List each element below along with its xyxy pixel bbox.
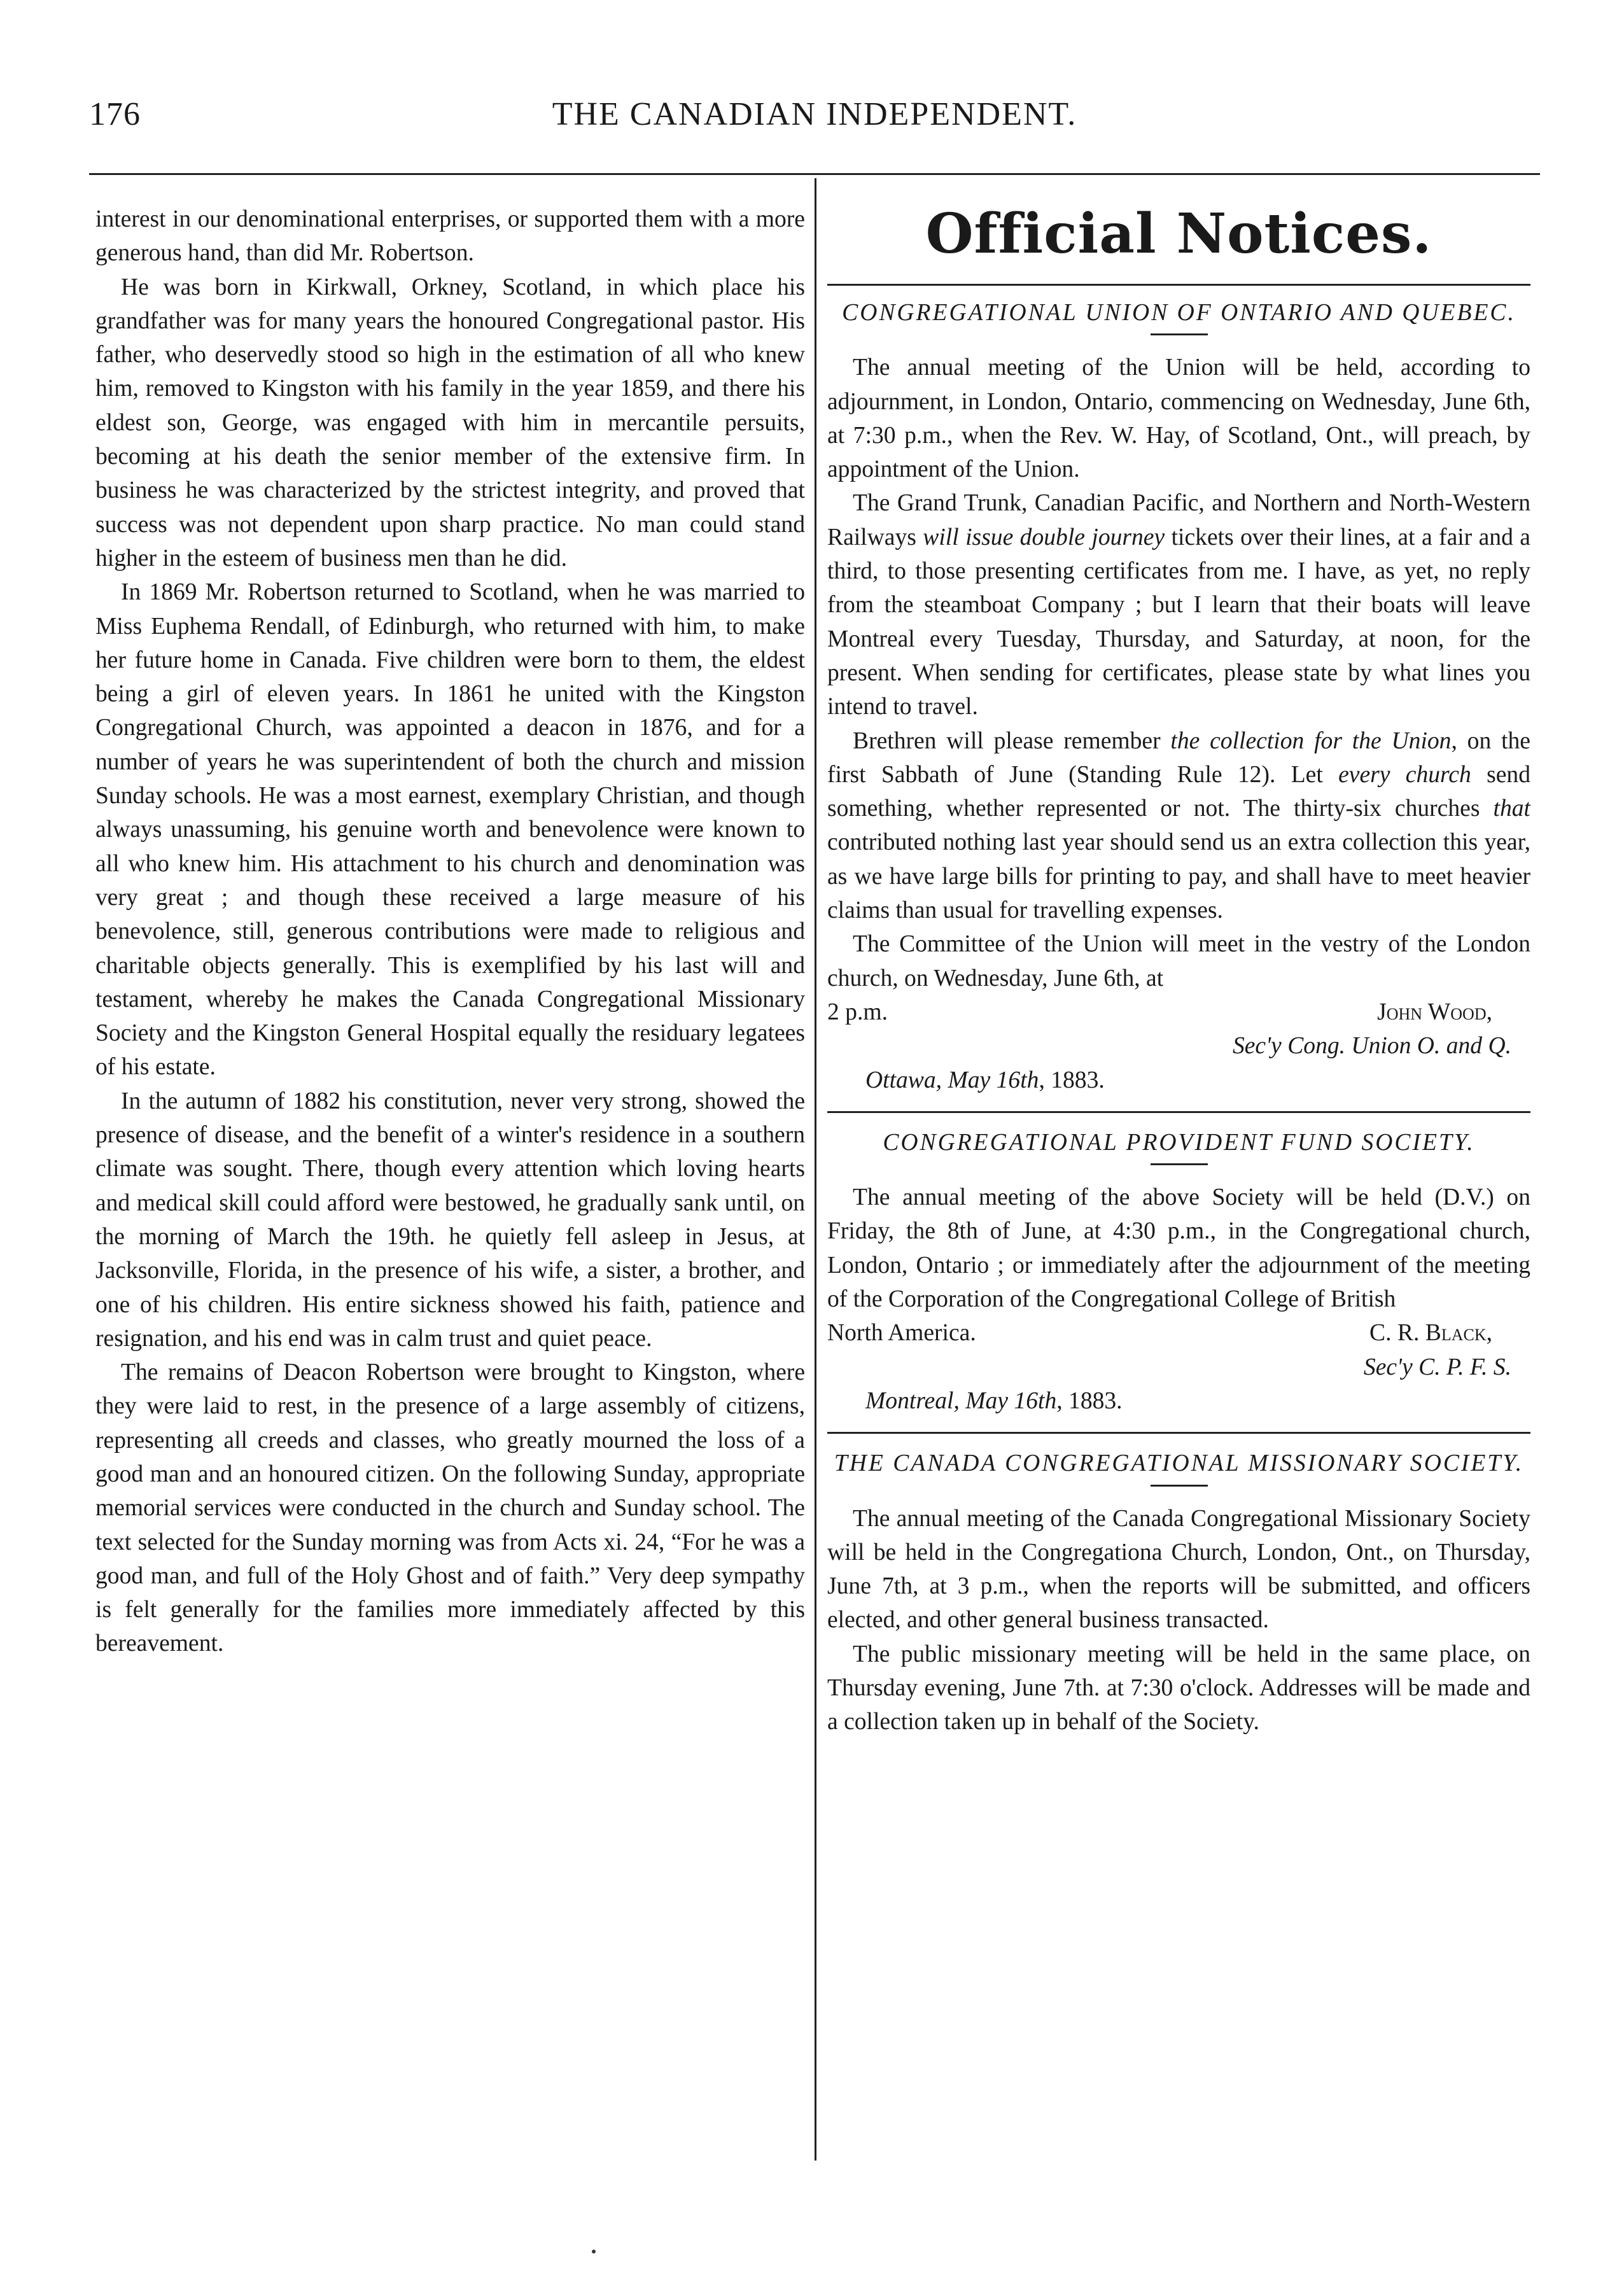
header-rule <box>89 173 1540 175</box>
signature: John Wood, <box>1377 998 1492 1025</box>
text-run: Brethren will please remember <box>853 727 1171 754</box>
signature-row <box>827 995 1530 1029</box>
paragraph: In the autumn of 1882 his constitution, never very strong, showed the presence of disease, and the benefit of a winter's residence in a southern climate was sought. There, though every attention which loving hearts and medical skill could afford were bestowed, he gradually sank until, on the morning of March the 19th. he quietly fell asleep in Jesus, at Jacksonville, Florida, in the presence of his wife, a sister, a brother, and one of his children. His entire sickness showed his faith, patience and resignation, and his end was in calm trust and quiet peace. <box>95 1088 805 1352</box>
dateline-day: 16th <box>1014 1387 1057 1414</box>
dateline <box>827 1063 1530 1097</box>
page-number: 176 <box>89 96 141 132</box>
title-rule <box>827 284 1530 286</box>
text-run: , on the first Sabbath of June (Standing Rule 12). Let <box>827 727 1530 788</box>
short-rule <box>1151 1485 1208 1487</box>
text-run: tickets over their lines, at a fair and a third, to those presenting certificates from me. I have, as yet, no reply from the steamboat Company ; but I learn that their boats will leave Montreal every Tuesday, Thursday, and Saturday, at noon, for the present. When sending for certificates, please state by what lines you intend to travel. <box>827 524 1530 720</box>
column-divider <box>815 178 816 2161</box>
text-run: The Grand Trunk, Canadian Pacific, and Northern and North-Western Railways <box>827 490 1530 550</box>
notice-missionary-society <box>827 1447 1530 1739</box>
dateline-year: , 1883. <box>1056 1387 1123 1414</box>
paragraph-end: North America. <box>827 1320 976 1347</box>
italic-text: that <box>1493 795 1530 822</box>
paragraph: The annual meeting of the Union will be held, according to adjournment, in London, Ontario, commencing on Wednesday, June 6th, at 7:30 p.m., when the Rev. W. Hay, of Scotland, Ont., will preach, by appointment of the Union. <box>827 354 1530 483</box>
paragraph: The remains of Deacon Robertson were brought to Kingston, where they were laid to rest, in the presence of a large assembly of citizens, representing all creeds and classes, who greatly mourned the loss of a good man and an honoured citizen. On the following Sunday, appropriate memorial services were conducted in the church and Sunday school. The text selected for the Sunday morning was from Acts xi. 24, “For he was a good man, and full of the Holy Ghost and of faith.” Very deep sympathy is felt generally for the families more immediately affected by this bereavement. <box>95 1359 805 1657</box>
paragraph: The Committee of the Union will meet in the vestry of the London church, on Wednesday, June 6th, at <box>827 931 1530 991</box>
notice-provident-fund <box>827 1126 1530 1418</box>
left-column <box>95 202 805 2150</box>
text-run: contributed nothing last year should send us an extra collection this year, as we have large bills for printing to pay, and shall have to meet heavier claims than usual for travelling expenses. <box>827 829 1530 924</box>
paragraph: interest in our denominational enterprises, or supported them with a more generous hand, than did Mr. Robertson. <box>95 206 805 267</box>
signature: C. R. Black, <box>1369 1320 1492 1347</box>
paragraph <box>827 486 1530 724</box>
dateline <box>827 1384 1530 1418</box>
italic-text: will issue double journey <box>923 524 1165 550</box>
signature-title: Sec'y C. P. F. S. <box>1363 1354 1511 1380</box>
dateline-year: , 1883. <box>1039 1067 1105 1093</box>
paragraph: In 1869 Mr. Robertson returned to Scotland, when he was married to Miss Euphema Rendall, of Edinburgh, who returned with him, to make her future home in Canada. Five children were born to them, the eldest being a girl of eleven years. In 1861 he united with the Kingston Congregational Church, was appointed a deacon in 1876, and for a number of years he was superintendent of both the church and mission Sunday schools. He was a most earnest, exemplary Christian, and though always unassuming, his genuine worth and benevolence were known to all who knew him. His attachment to his church and denomination was very great ; and though these received a large measure of his benevolence, still, generous contributions were made to religious and charitable objects generally. This is exemplified by his last will and testament, whereby he makes the Canada Congregational Missionary Society and the Kingston General Hospital equally the residuary legatees of his estate. <box>95 579 805 1081</box>
italic-text: every church <box>1338 761 1471 788</box>
signature-title: Sec'y Cong. Union O. and Q. <box>1232 1033 1511 1060</box>
dateline-day: 16th <box>996 1067 1039 1093</box>
right-column <box>827 202 1530 2150</box>
notice-heading: CONGREGATIONAL PROVIDENT FUND SOCIETY. <box>883 1129 1475 1156</box>
paragraph <box>827 724 1530 928</box>
paragraph: He was born in Kirkwall, Orkney, Scotland, in which place his grandfather was for many years the honoured Congregational pastor. His father, who deservedly stood so high in the estimation of all who knew him, removed to Kingston with his family in the year 1859, and there his eldest son, George, was engaged with him in mercantile persuits, becoming at his death the senior member of the extensive firm. In business he was characterized by the strictest integrity, and proved that success was not dependent upon sharp practice. No man could stand higher in the esteem of business men than he did. <box>95 274 805 571</box>
short-rule <box>1151 333 1208 335</box>
section-title: Official Notices. <box>925 202 1432 266</box>
running-head: THE CANADIAN INDEPENDENT. <box>552 96 1077 132</box>
page-header <box>89 95 1540 146</box>
notice-heading: THE CANADA CONGREGATIONAL MISSIONARY SOCIETY. <box>834 1450 1524 1477</box>
dateline-place: Ottawa, May <box>865 1067 997 1093</box>
paragraph: The annual meeting of the Canada Congregational Missionary Society will be held in the Congregationa Church, London, Ont., on Thursday, June 7th, at 3 p.m., when the reports will be submitted, and officers elected, and other general business transacted. <box>827 1505 1530 1634</box>
italic-text: the collection for the Union <box>1170 727 1452 754</box>
notice-heading: CONGREGATIONAL UNION OF ONTARIO AND QUEBEC. <box>842 300 1516 326</box>
paragraph: The public missionary meeting will be held in the same place, on Thursday evening, June 7th. at 7:30 o'clock. Addresses will be made and a collection taken up in behalf of the Society. <box>827 1641 1530 1735</box>
section-rule <box>827 1111 1530 1113</box>
short-rule <box>1151 1163 1208 1165</box>
dateline-place: Montreal, May <box>865 1387 1014 1414</box>
text-run: send something, whether represented or not. The thirty-six churches <box>827 761 1530 822</box>
meeting-time: 2 p.m. <box>827 998 888 1025</box>
notice-congregational-union <box>827 296 1530 1097</box>
paragraph: The annual meeting of the above Society will be held (D.V.) on Friday, the 8th of June, at 4:30 p.m., in the Congregational church, London, Ontario ; or immediately after the adjournment of the meeting of the Corporation of the Congregational College of British <box>827 1184 1530 1313</box>
section-rule <box>827 1432 1530 1434</box>
ink-dot <box>592 2250 596 2253</box>
signature-row <box>827 1316 1530 1350</box>
